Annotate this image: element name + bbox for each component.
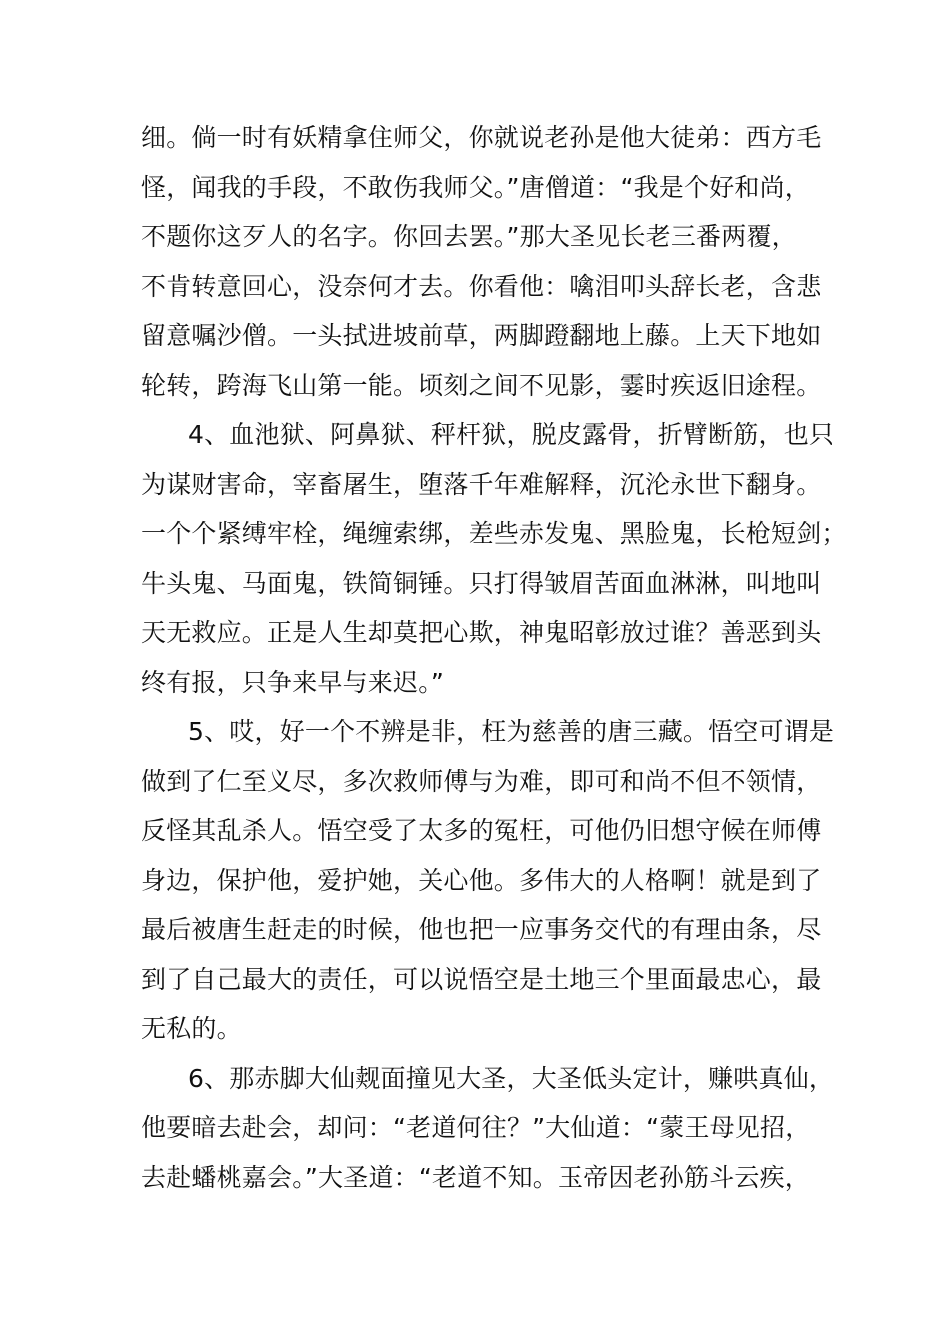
text-line: 轮转，跨海飞山第一能。顷刻之间不见影，霎时疾返旧途程。 [141,370,822,400]
paragraph-start-line: 6、那赤脚大仙觌面撞见大圣，大圣低头定计，赚哄真仙， [188,1063,835,1093]
text-line: 不题你这歹人的名字。你回去罢。”那大圣见长老三番两覆， [141,222,797,251]
text-line: 天无救应。正是人生却莫把心欺，神鬼昭彰放过谁？善恶到头 [141,618,822,647]
text-line: 身边，保护他，爱护她，关心他。多伟大的人格啊！就是到了 [141,865,822,895]
text-line: 去赴蟠桃嘉会。”大圣道：“老道不知。玉帝因老孙筋斗云疾， [141,1162,811,1192]
text-line: 为谋财害命，宰畜屠生，堕落千年难解释，沉沦永世下翻身。 [141,469,822,499]
paragraph-start-line: 5、哎，好一个不辨是非，枉为慈善的唐三藏。悟空可谓是 [188,717,835,746]
text-line: 留意嘱沙僧。一头拭进坡前草，两脚蹬翻地上藤。上天下地如 [141,321,822,350]
text-line: 怪，闻我的手段，不敢伤我师父。”唐僧道：“我是个好和尚， [141,172,811,202]
text-line: 不肯转意回心，没奈何才去。你看他：噙泪叩头辞长老，含悲 [141,271,822,301]
text-line: 牛头鬼、马面鬼，铁简铜锤。只打得皱眉苦面血淋淋，叫地叫 [141,568,822,598]
text-line: 细。倘一时有妖精拿住师父，你就说老孙是他大徒弟：西方毛 [141,123,822,152]
text-line: 无私的。 [141,1014,242,1043]
body-text [141,113,847,1202]
text-line: 他要暗去赴会，却问：“老道何往？”大仙道：“蒙王母见招， [141,1113,811,1142]
text-line: 一个个紧缚牢栓，绳缠索绑，差些赤发鬼、黑脸鬼，长枪短剑； [141,519,847,548]
text-line: 最后被唐生赶走的时候，他也把一应事务交代的有理由条，尽 [141,915,822,944]
paragraph-start-line: 4、血池狱、阿鼻狱、秤杆狱，脱皮露骨，折臂断筋，也只 [188,420,835,449]
text-line: 终有报，只争来早与来迟。” [141,667,445,697]
text-line: 反怪其乱杀人。悟空受了太多的冤枉，可他仍旧想守候在师傅 [141,816,822,845]
text-line: 到了自己最大的责任，可以说悟空是土地三个里面最忠心，最 [141,964,822,994]
text-line: 做到了仁至义尽，多次救师傅与为难，即可和尚不但不领情， [141,766,822,796]
